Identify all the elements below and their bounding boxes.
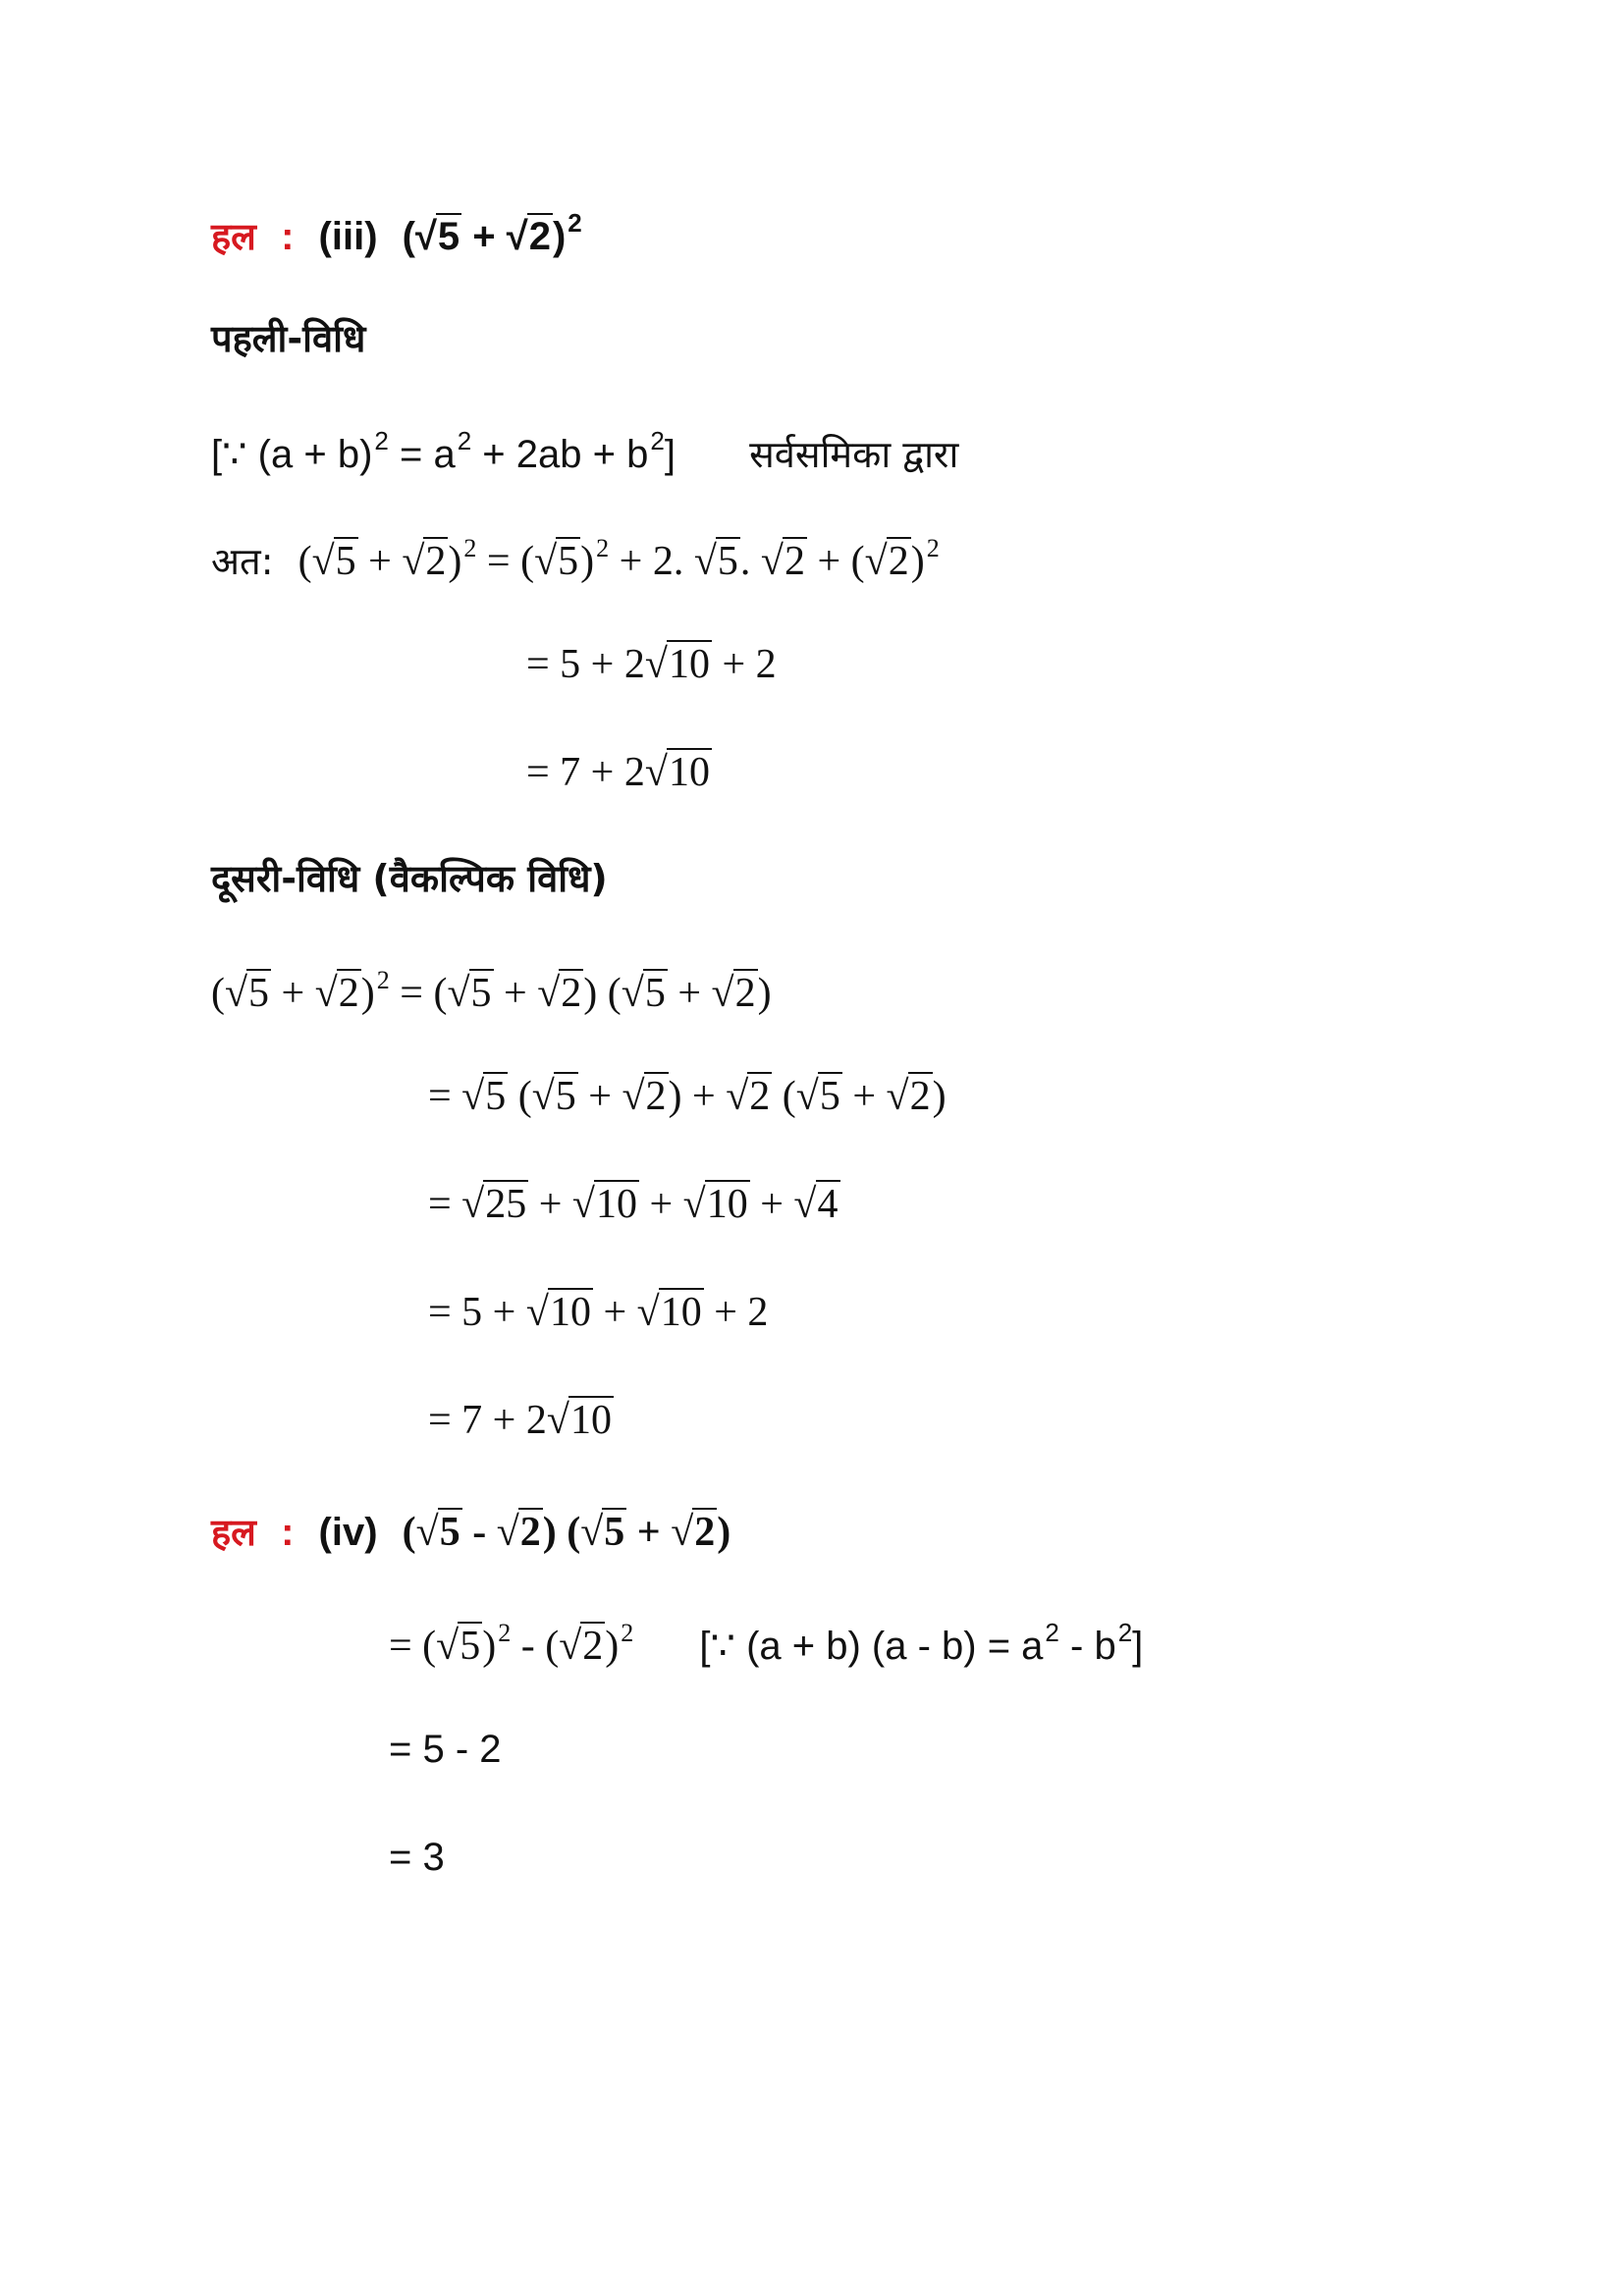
method-1-first-step — [211, 536, 940, 582]
part-iii-heading — [211, 210, 582, 256]
method-2-step-4: = 5 + √10 + √10 + 2 — [428, 1290, 769, 1335]
part-iv-difference: = $(√5)^2 - (√2)^2$ — [389, 1619, 634, 1669]
method-2-heading: दूसरी-विधि (वैकल्पिक विधि) — [211, 857, 608, 900]
solution-label-iv: हल — [211, 1511, 256, 1554]
method-1-step-3: = 7 + 2√10 — [526, 750, 710, 795]
part-iv-heading — [211, 1512, 730, 1553]
part-iv-step-3: = 3 — [389, 1836, 445, 1879]
part-iii-tag: (iii) — [318, 215, 378, 258]
method-1-heading: पहली-विधि — [211, 317, 366, 360]
solution-colon-iv: : — [281, 1511, 295, 1554]
identity-formula: [∵ $(a + b)^2 = a^2 + 2ab + b^2$] — [211, 426, 676, 476]
part-iv-step-2: = 5 - 2 — [389, 1728, 502, 1771]
part-iv-expression: (√5 - √2) (√5 + √2) — [402, 1510, 731, 1555]
method-2-step-3: = √25 + √10 + √10 + √4 — [428, 1182, 839, 1227]
solution-colon: : — [281, 215, 295, 258]
identity-note: सर्वसमिका द्वारा — [749, 433, 959, 476]
part-iii-expression: $(√5 + √2)^2$ — [402, 208, 582, 258]
method-2-step-5: = 7 + 2√10 — [428, 1398, 612, 1443]
part-iv-step-1 — [389, 1620, 1143, 1667]
atah-label: अत: — [211, 540, 274, 583]
method-2-step-2: = √5 (√5 + √2) + √2 (√5 + √2) — [428, 1074, 947, 1119]
method-2-step-1: $(√5 + √2)^2 = (√5 + √2)$ (√5 + √2) — [211, 966, 772, 1016]
method-1-step-2: = 5 + 2√10 + 2 — [526, 642, 777, 687]
method-1-expansion: $(√5 + √2)^2 = (√5)^2 + 2$. √5. $√2 + (√2)^2$ — [298, 534, 940, 584]
solution-label: हल — [211, 215, 256, 258]
part-iv-identity: [∵ (a + b) $(a - b) = a^2 - b^2$] — [699, 1618, 1144, 1668]
part-iv-tag: (iv) — [318, 1511, 378, 1554]
identity-line — [211, 428, 958, 474]
